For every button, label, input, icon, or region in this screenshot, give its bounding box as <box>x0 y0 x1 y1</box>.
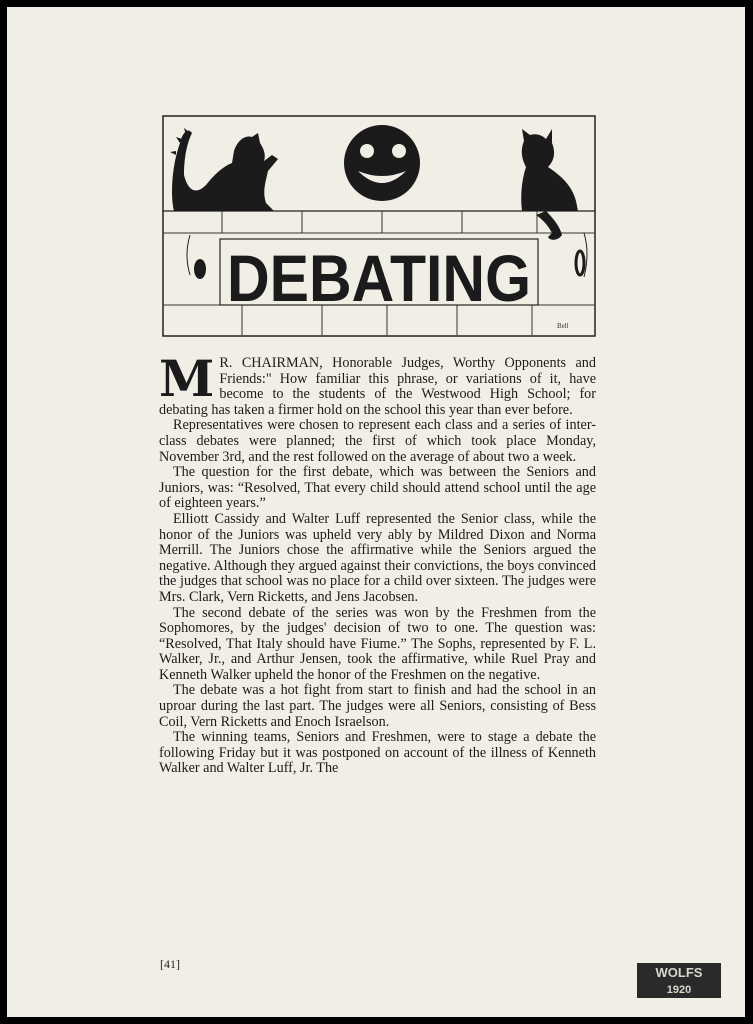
yearbook-page <box>7 7 745 1017</box>
drop-cap: M <box>159 349 215 408</box>
debating-header-illustration <box>162 115 596 337</box>
artist-signature: Bell <box>557 322 569 330</box>
article-paragraph: The winning teams, Seniors and Freshmen, were to stage a debate the following Friday but it was postponed on account of the illness of Kenneth Walker and Walter Luff, Jr. The <box>159 729 596 777</box>
article-paragraph: Representatives were chosen to represent each class and a series of inter-class debates were planned; the first of which took place Monday, November 3rd, and the rest followed on the average of about two a week. <box>159 417 596 465</box>
smiling-moon-icon <box>344 125 420 201</box>
yearbook-logo-icon <box>637 963 721 998</box>
article-paragraph: The second debate of the series was won by the Freshmen from the Sophomores, by the judges' decision of two to one. The question was: “Resolved, That Italy should have Fiume.” The Sophs, represented by F. L. Walker, Jr., and Arthur Jensen, took the affirmative, while Ruel Pray and Kenneth Walker upheld the honor of the Freshmen on the negative. <box>159 604 596 683</box>
logo-year: 1920 <box>666 984 692 996</box>
article-paragraph: The debate was a hot fight from start to finish and had the school in an uproar during the last part. The judges were all Seniors, consisting of Bess Coil, Vern Ricketts and Enoch Israelson. <box>159 682 596 730</box>
logo-text: WOLFS <box>655 965 703 980</box>
header-title: DEBATING <box>227 241 531 315</box>
page-number: [41] <box>160 957 180 971</box>
article-paragraph: Elliott Cassidy and Walter Luff represented the Senior class, while the honor of the Juniors was upheld very ably by Mildred Dixon and Norma Merrill. The Juniors chose the affirmative while the Seniors argued the negative. Although they argued against their convictions, the boys convinced the judges that school was no place for a child over sixteen. The judges were Mrs. Clark, Vern Ricketts, and Jens Jacobsen. <box>159 510 596 605</box>
article-body <box>159 349 596 777</box>
article-paragraph: The question for the first debate, which was between the Seniors and Juniors, was: “Resolved, That every child should attend school until the age of eighteen years.” <box>159 464 596 512</box>
article-paragraph: M R. CHAIRMAN, Honorable Judges, Worthy Opponents and Friends:" How familiar this phrase, or variations of it, have become to the students of the Westwood High School; for debating has taken a firmer hold on the school this year than ever before. <box>159 349 596 418</box>
